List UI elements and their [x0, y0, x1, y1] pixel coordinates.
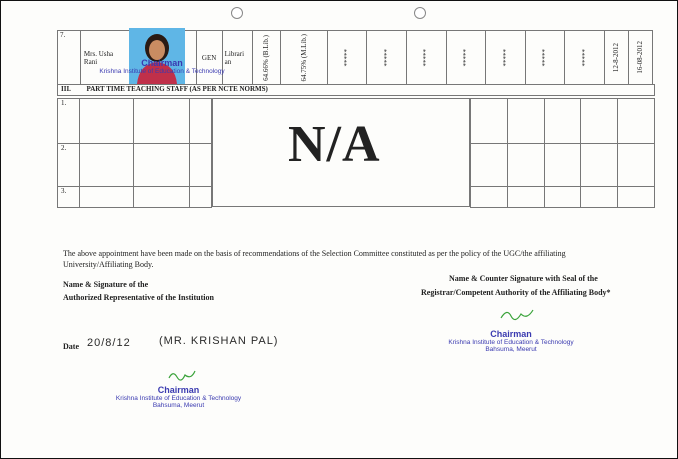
- row-number: 2.: [61, 144, 67, 152]
- not-applicable-mark: N/A: [288, 116, 381, 173]
- stamp-title: Chairman: [141, 58, 183, 68]
- masked-field: *****: [541, 48, 550, 67]
- stamp-location: Bahsuma, Meerut: [152, 402, 205, 409]
- joining-date: 16-08-2012: [636, 41, 645, 74]
- grid-right: [470, 98, 655, 208]
- institution-signature-label-2: Authorized Representative of the Institution: [63, 293, 214, 302]
- handwritten-name: (MR. KRISHAN PAL): [159, 335, 279, 347]
- punch-hole: [231, 7, 243, 19]
- row-number: 3.: [61, 187, 67, 195]
- stamp-institute: Krishna Institute of Education & Technology: [115, 395, 242, 402]
- person-portrait-icon: [129, 28, 185, 84]
- stamp-location: Bahsuma, Meerut: [485, 346, 537, 353]
- masked-field: *****: [382, 48, 391, 67]
- masked-field: *****: [422, 48, 431, 67]
- section-title: PART TIME TEACHING STAFF (AS PER NCTE NORMS): [86, 85, 268, 93]
- stamp-title: Chairman: [157, 385, 200, 395]
- declaration-line-1: The above appointment have been made on the basis of recommendations of the Selection Committee constituted as per the policy of the UGC/the affiliating: [63, 249, 566, 258]
- staff-photo: [129, 28, 185, 84]
- stamp-institute: Krishna Institute of Education & Technology: [99, 68, 225, 75]
- masked-field: *****: [343, 48, 352, 67]
- designation: Librarian: [224, 49, 245, 66]
- photo-seal-stamp: [97, 58, 227, 75]
- row-number: 1.: [61, 99, 67, 107]
- punch-hole: [414, 7, 426, 19]
- signature-mark: [499, 306, 535, 327]
- stamp-institute: Krishna Institute of Education & Technology: [448, 339, 574, 346]
- appointment-date: 12-8-2012: [612, 42, 621, 73]
- registrar-signature-label: Name & Counter Signature with Seal of the: [449, 274, 598, 283]
- percentage-blib: 64.66% (B.Lib.): [262, 34, 271, 81]
- registrar-signature-label-2: Registrar/Competent Authority of the Affiliating Body*: [421, 288, 611, 297]
- institution-signature-label: Name & Signature of the: [63, 280, 149, 289]
- handwritten-date: 20/8/12: [87, 337, 131, 349]
- masked-field: *****: [501, 48, 510, 67]
- masked-field: *****: [461, 48, 470, 67]
- declaration-line-2: University/Affiliating Body.: [63, 260, 154, 269]
- section-number: III.: [61, 85, 71, 93]
- grid-left: [57, 98, 212, 208]
- section-header: [57, 84, 655, 96]
- stamp-title: Chairman: [490, 329, 532, 339]
- registrar-seal-stamp: [441, 329, 581, 353]
- masked-field: *****: [580, 48, 589, 67]
- percentage-mlib: 64.75% (M.Lib.): [299, 33, 308, 82]
- institution-seal-stamp: [106, 385, 251, 409]
- category: GEN: [201, 53, 217, 62]
- row-number: 7.: [60, 31, 66, 39]
- staff-name: Mrs. Usha Rani: [83, 49, 114, 66]
- date-label: Date: [63, 342, 79, 351]
